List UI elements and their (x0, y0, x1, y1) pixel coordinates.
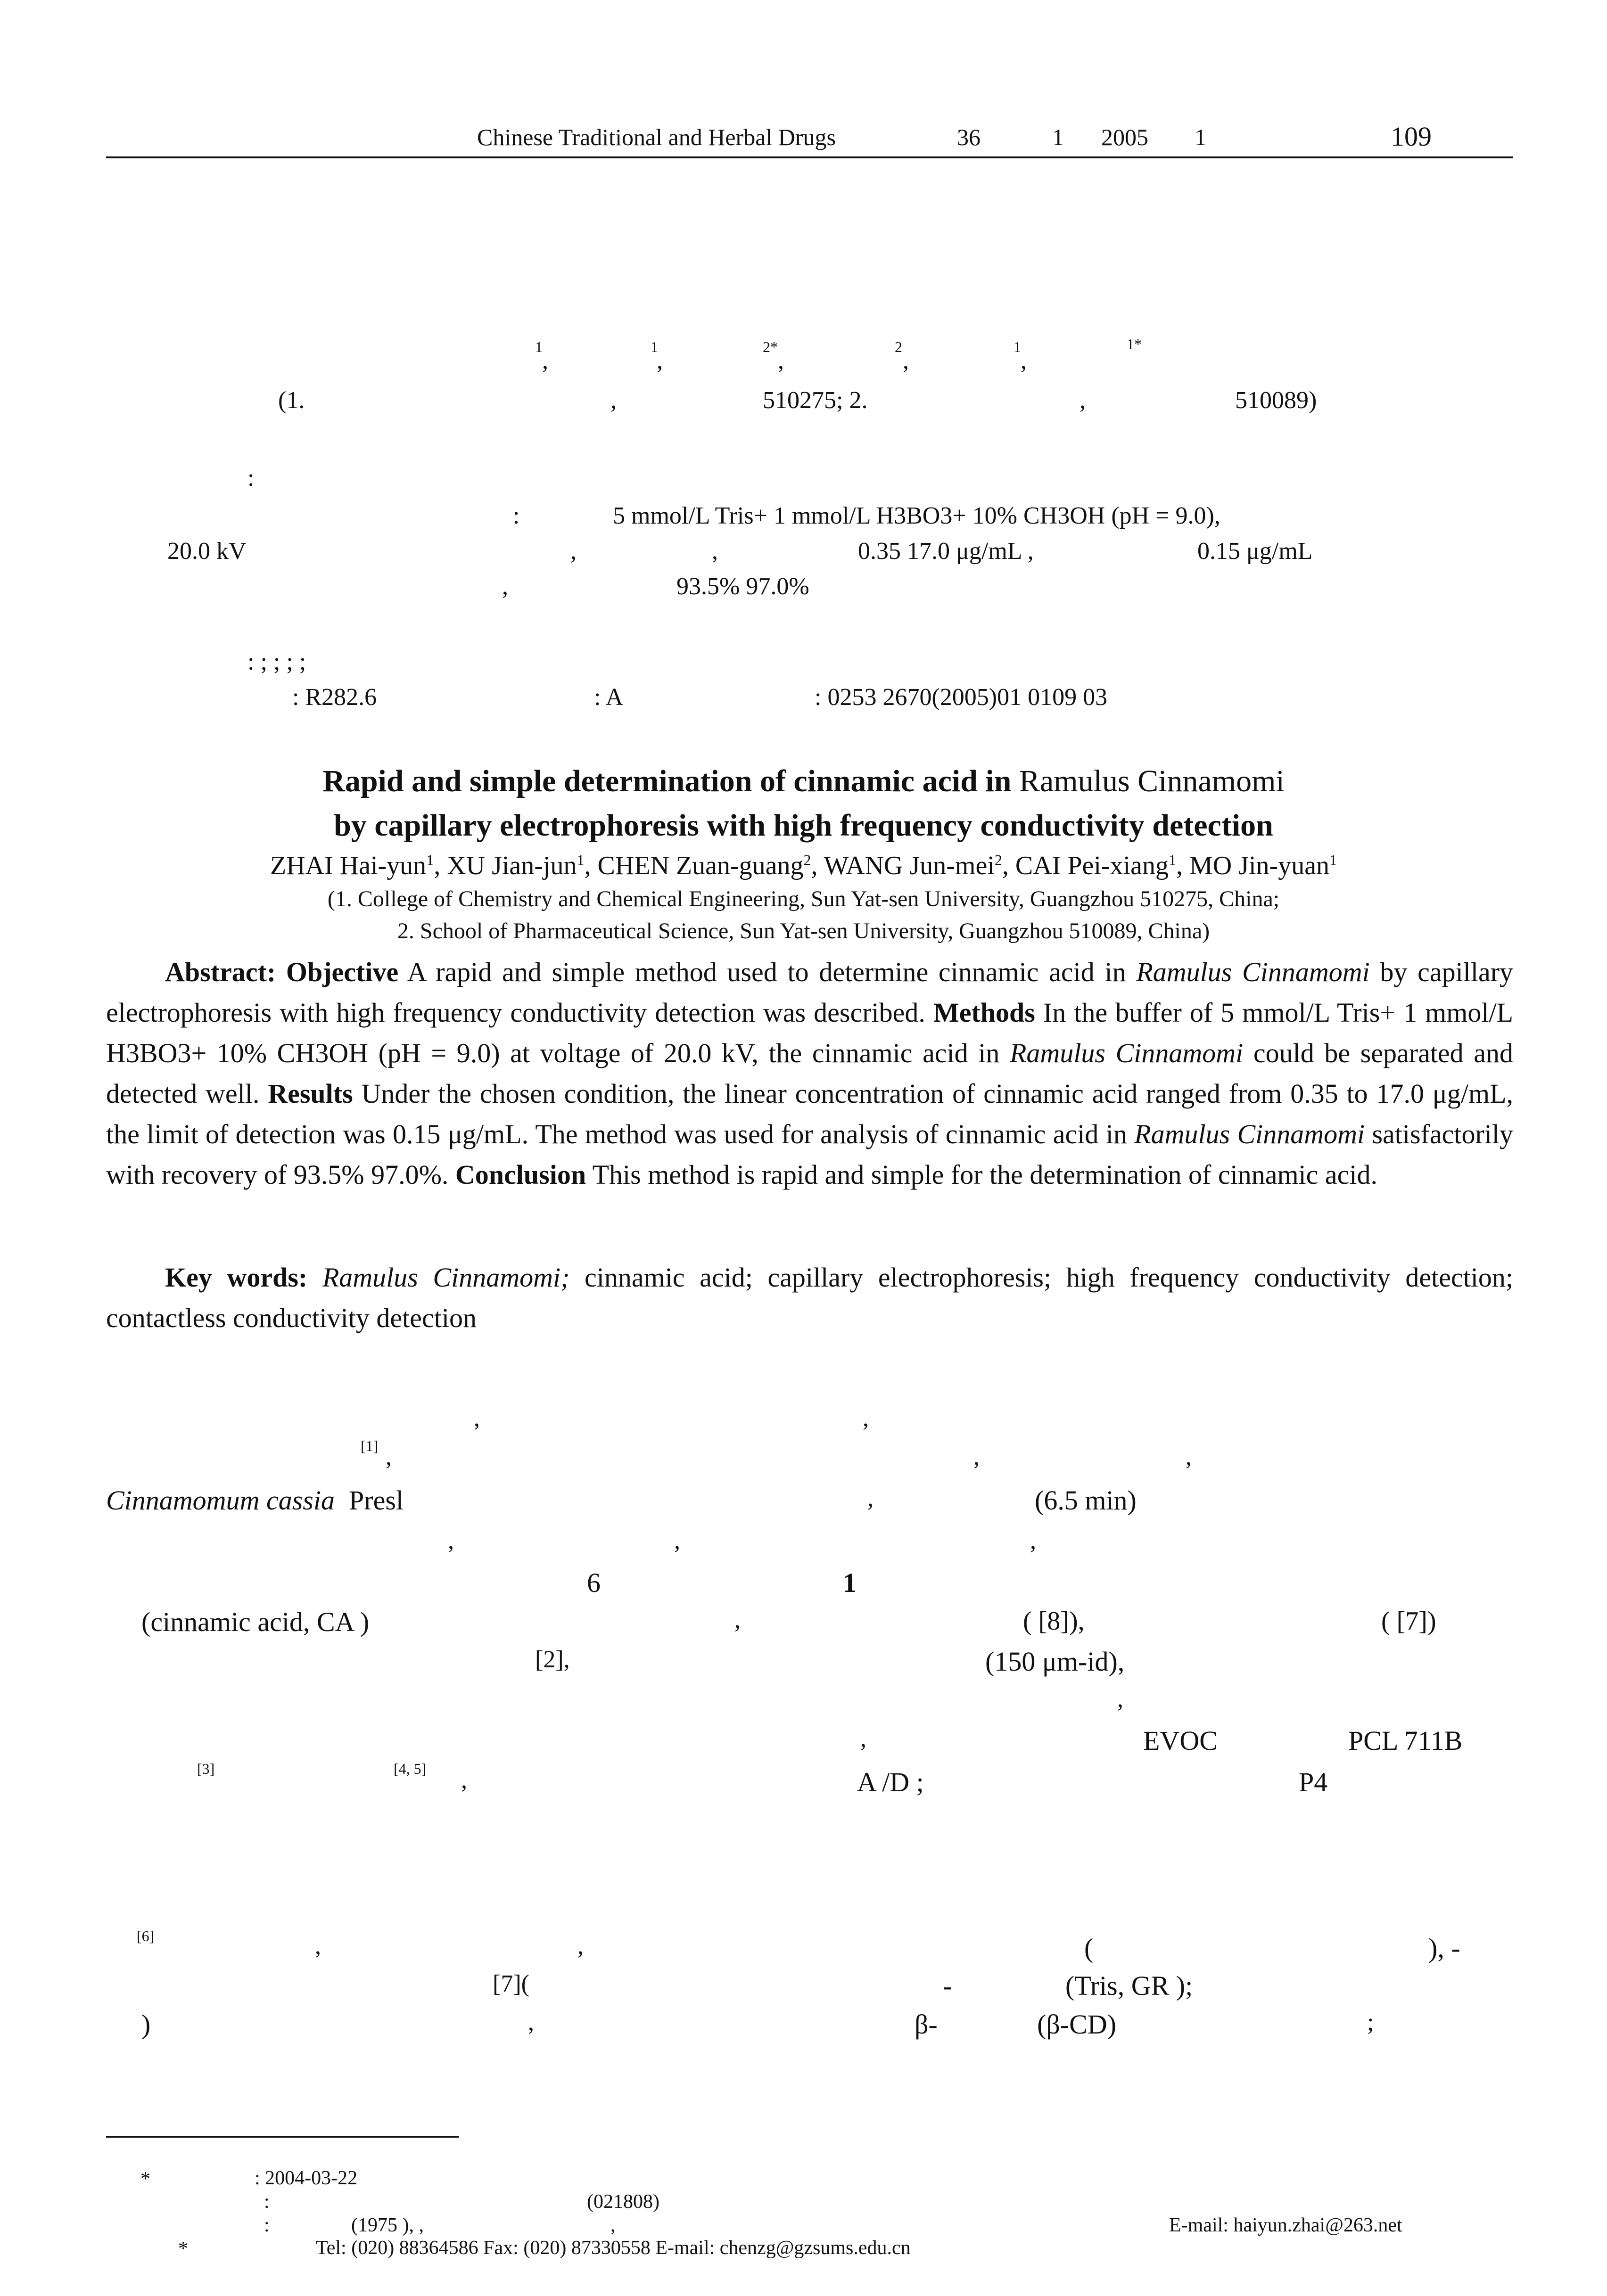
author-name: XU Jian-jun (447, 851, 577, 880)
body-time: (6.5 min) (1035, 1485, 1137, 1516)
en-keywords (106, 1257, 1513, 1338)
body-paren: ) (141, 2009, 151, 2040)
body-comma: , (577, 1933, 584, 1960)
en-abstract (106, 952, 1513, 1195)
body-species: Cinnamomum cassia (106, 1485, 335, 1516)
body-comma: , (1117, 1686, 1123, 1713)
footnote-received: : 2004-03-22 (255, 2167, 358, 2189)
month: 1 (1195, 124, 1206, 150)
body-ref: [3] (197, 1760, 215, 1777)
body-p4: P4 (1299, 1767, 1328, 1797)
author-sup: 1 (577, 851, 585, 869)
body-comma: , (461, 1767, 467, 1794)
footnote-bio-email: E-mail: haiyun.zhai@263.net (1169, 2214, 1402, 2236)
species-name: Ramulus Cinnamomi (1136, 957, 1370, 987)
body-instrument: EVOC (1143, 1725, 1218, 1756)
results-text: Under the chosen condition, the linear concentration of cinnamic acid ranged from 0.35 to 17.0 μg/mL, the limit of detection was 0.15 μg/mL. The method was used for analysis of cinnamic acid in (106, 1078, 1514, 1149)
author-sup: 1 (1329, 851, 1337, 869)
author-name: WANG Jun-mei (824, 851, 995, 880)
footnote-star: * (178, 2238, 188, 2260)
body-beta: β- (915, 2009, 938, 2040)
author-name: MO Jin-yuan (1189, 851, 1330, 880)
cn-author-sup: 2 (895, 338, 902, 355)
cn-article-id: : 0253 2670(2005)01 0109 03 (815, 684, 1108, 711)
cn-author-comma: , (1021, 347, 1027, 374)
footnote-contact: Tel: (020) 88364586 Fax: (020) 87330558 E-mail: chenzg@gzsums.edu.cn (316, 2237, 911, 2259)
body-ref: [4, 5] (394, 1760, 427, 1777)
body-section-number: 1 (843, 1567, 857, 1598)
cn-comma: , (712, 538, 718, 565)
cn-linear-range: 0.35 17.0 μg/mL , (858, 538, 1034, 565)
cn-affil-comma: , (1080, 387, 1086, 414)
en-title-species: Ramulus Cinnamomi (1019, 764, 1285, 798)
objective-text: by capillary electrophoresis with high frequency conductivity detection was described. (106, 957, 1514, 1028)
cn-document-code: : A (594, 684, 624, 711)
page-number: 109 (1391, 121, 1432, 152)
cn-comma: , (570, 538, 577, 565)
body-capillary-id: (150 μm-id), (985, 1646, 1125, 1677)
objective-text: A rapid and simple method used to determine cinnamic acid in (407, 957, 1126, 987)
issue-number: 1 (1052, 124, 1064, 150)
conclusion-text: This method is rapid and simple for the determination of cinnamic acid. (592, 1159, 1378, 1190)
body-species-author: Presl (349, 1485, 404, 1516)
author-name: CHEN Zuan-guang (597, 851, 804, 880)
body-tris: (Tris, GR ); (1065, 1970, 1193, 2001)
results-label: Results (268, 1078, 353, 1109)
cn-lod: 0.15 μg/mL (1197, 538, 1313, 565)
keyword-species: Ramulus Cinnamomi; (322, 1262, 570, 1293)
keywords-text: cinnamic acid; capillary electrophoresis; high frequency conductivity detection; contactless conductivity detection (106, 1262, 1514, 1333)
body-comma: , (315, 1933, 321, 1960)
en-affiliation-1: (1. College of Chemistry and Chemical Engineering, Sun Yat-sen University, Guangzhou 510275, China; (327, 886, 1280, 911)
author-sup: 2 (994, 851, 1002, 869)
journal-name: Chinese Traditional and Herbal Drugs (477, 124, 836, 150)
cn-author-sup: 1* (1127, 336, 1142, 353)
body-ref: [7]( (493, 1970, 529, 1997)
cn-author-comma: , (657, 347, 663, 374)
footnote-star: * (140, 2168, 150, 2190)
body-comma: , (474, 1405, 480, 1432)
cn-affil-zip: 510089) (1235, 387, 1317, 414)
body-ref: ( [7]) (1381, 1607, 1436, 1636)
cn-affil-comma: , (610, 387, 617, 414)
body-ref: ( [8]), (1023, 1607, 1085, 1636)
author-name: CAI Pei-xiang (1015, 851, 1169, 880)
cn-author-sup: 1 (651, 338, 658, 355)
en-author-line: ZHAI Hai-yun$^1$, XU Jian-jun$^1$, CHEN Zuan-guang$^2$, WANG Jun-mei$^2$, CAI Pei-xiang$^1$, MO Jin-yuan$^1$ (270, 851, 1337, 880)
body-comma: , (1186, 1443, 1192, 1470)
methods-text: could be separated and detected well. (106, 1038, 1514, 1109)
cn-voltage: 20.0 kV (167, 538, 247, 565)
body-comma: , (867, 1485, 874, 1512)
body-comma: , (674, 1527, 680, 1554)
year: 2005 (1101, 124, 1148, 150)
header-rule (106, 156, 1513, 158)
footnote-bio-year: (1975 ), , (351, 2214, 424, 2236)
cn-affil-open: (1. (278, 387, 305, 414)
conclusion-label: Conclusion (455, 1159, 586, 1190)
author-sup: 1 (426, 851, 434, 869)
volume-number: 36 (957, 124, 981, 150)
body-paren: ( (1084, 1933, 1094, 1963)
cn-author-comma: , (903, 347, 909, 374)
cn-author-sup: 2* (763, 338, 778, 355)
author-name: ZHAI Hai-yun (270, 851, 427, 880)
cn-buffer: 5 mmol/L Tris+ 1 mmol/L H3BO3+ 10% CH3OH (pH = 9.0), (613, 502, 1220, 529)
body-comma: , (1030, 1527, 1036, 1554)
cn-author-sup: 1 (1014, 338, 1021, 355)
cn-clc-number: : R282.6 (292, 684, 377, 711)
footnote-bio-comma: , (610, 2214, 616, 2236)
body-ref: [2], (535, 1646, 570, 1673)
footnote-bio-colon: : (264, 2214, 270, 2236)
methods-label: Methods (933, 997, 1035, 1028)
footnote-fund-code: (021808) (587, 2191, 659, 2213)
cn-author-comma: , (542, 347, 548, 374)
en-affiliation-2: 2. School of Pharmaceutical Science, Sun Yat-sen University, Guangzhou 510089, China) (397, 918, 1210, 943)
en-title-line2: by capillary electrophoresis with high frequency conductivity detection (334, 808, 1273, 843)
abstract-label: Abstract: (165, 957, 276, 987)
body-ref: [1] (361, 1437, 379, 1454)
body-comma: , (734, 1607, 741, 1633)
body-comma: , (973, 1443, 980, 1470)
en-title-line1 (0, 763, 1607, 799)
cn-affil-zip: 510275; 2. (763, 387, 868, 414)
cn-method-colon: : (513, 502, 520, 529)
en-title-bold: Rapid and simple determination of cinnamic acid in (322, 764, 1012, 798)
species-name: Ramulus Cinnamomi (1134, 1119, 1365, 1149)
footnote-fund-colon: : (264, 2191, 270, 2213)
body-comma: , (386, 1443, 392, 1470)
cn-comma: , (502, 573, 508, 600)
body-number: 6 (587, 1567, 601, 1598)
body-comma: , (860, 1725, 866, 1752)
objective-label: Objective (286, 957, 399, 987)
body-semicolon: ; (1367, 2009, 1374, 2036)
methods-text: In the buffer of 5 mmol/L Tris+ 1 mmol/L H3BO3+ 10% CH3OH (pH = 9.0) at voltage of 20.0 kV, the cinnamic acid in (106, 997, 1514, 1068)
body-comma: , (528, 2009, 534, 2036)
cn-author-sup: 1 (535, 338, 543, 355)
body-paren: ), - (1428, 1933, 1460, 1963)
cn-keyword-separators: : ; ; ; ; (247, 648, 306, 675)
footnote-rule (106, 2136, 459, 2138)
body-instrument-model: PCL 711B (1348, 1725, 1463, 1756)
cn-recovery: 93.5% 97.0% (676, 573, 809, 600)
keywords-label: Key words: (165, 1262, 308, 1293)
body-cinnamic-acid: (cinnamic acid, CA ) (141, 1607, 370, 1637)
body-ad: A /D ; (857, 1767, 924, 1797)
body-comma: , (863, 1405, 869, 1432)
body-comma: , (448, 1527, 454, 1554)
results-text: satisfactorily with recovery of 93.5% 97.0%. (106, 1119, 1514, 1190)
body-beta-cd: (β-CD) (1037, 2009, 1117, 2040)
body-ref: [6] (137, 1927, 155, 1944)
cn-abstract-colon: : (247, 465, 255, 492)
author-sup: 2 (803, 851, 811, 869)
body-dash: - (943, 1970, 952, 2001)
cn-author-comma: , (778, 347, 784, 374)
author-sup: 1 (1168, 851, 1176, 869)
species-name: Ramulus Cinnamomi (1010, 1038, 1244, 1068)
